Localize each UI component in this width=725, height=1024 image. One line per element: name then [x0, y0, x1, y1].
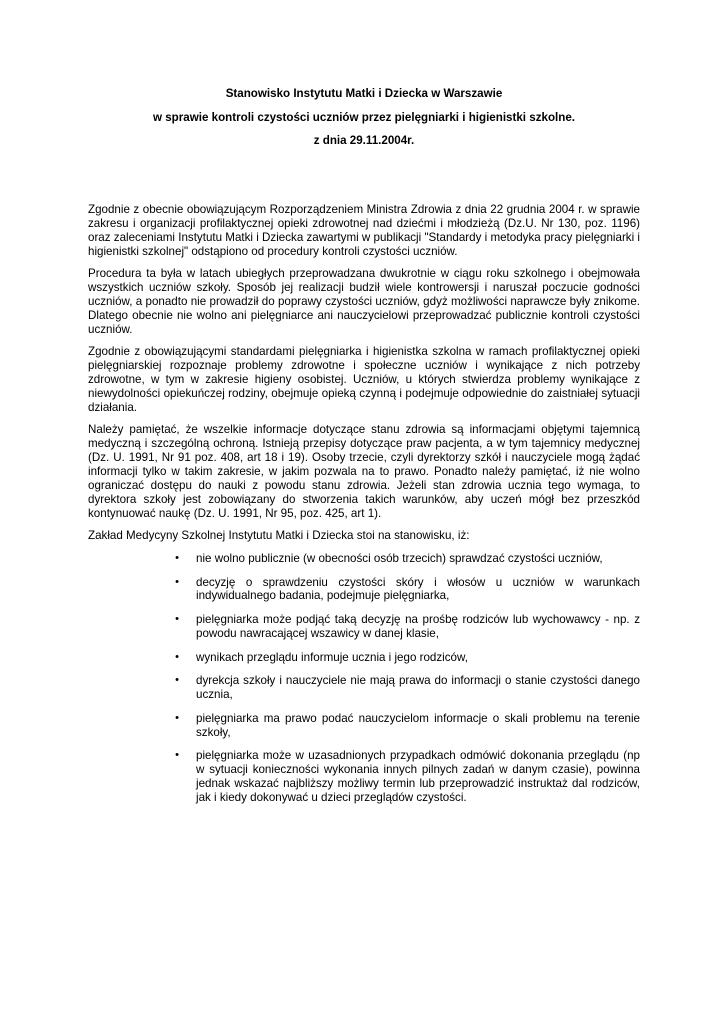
- bullet-icon: •: [175, 674, 179, 687]
- list-item-text: dyrekcja szkoły i nauczyciele nie mają prawa do informacji o stanie czystości danego ucznia,: [196, 674, 640, 701]
- list-item-text: decyzję o sprawdzeniu czystości skóry i włosów u uczniów w warunkach indywidualnego badania, podejmuje pielęgniarka,: [196, 575, 640, 603]
- list-item: [88, 613, 640, 641]
- bullet-icon: •: [175, 650, 179, 663]
- list-item-text: nie wolno publicznie (w obecności osób trzecich) sprawdzać czystości uczniów,: [196, 551, 603, 565]
- bullet-icon: •: [175, 575, 179, 588]
- header-title-line-2: w sprawie kontroli czystości uczniów przez pielęgniarki i higienistki szkolne.: [153, 110, 575, 124]
- header-date-line: z dnia 29.11.2004r.: [313, 134, 415, 147]
- list-item: [88, 576, 640, 604]
- document-body: [88, 203, 640, 814]
- bullet-icon: •: [175, 613, 179, 625]
- list-item-text: wynikach przeglądu informuje ucznia i jego rodziców,: [196, 650, 468, 664]
- list-item-text: pielęgniarka ma prawo podać nauczycielom informacje o skali problemu na terenie szkoły,: [196, 711, 640, 739]
- paragraph-standards: Zgodnie z obowiązującymi standardami pielęgniarka i higienistka szkolna w ramach profilaktycznej opieki pielęgniarskiej rozpoznaje problemy zdrowotne i społeczne uczniów i wynikające z nich potrzeby zdrowotne, w tym w zakresie higieny osobistej. Uczniów, u których stwierdza problemy wynikające z niewydolności opiekuńczej rodziny, obejmuje opieką czynną i podejmuje odpowiednie do zaistniałej sytuacji działania.: [88, 345, 640, 414]
- bullet-icon: •: [175, 749, 179, 762]
- paragraph-regulation: Zgodnie z obecnie obowiązującym Rozporządzeniem Ministra Zdrowia z dnia 22 grudnia 2004 r. w sprawie zakresu i organizacji profilaktycznej opieki zdrowotnej nad dziećmi i młodzieżą (Dz.U. Nr 130, poz. 1196) oraz zaleceniami Instytutu Matki i Dziecka zawartymi w publikacji "Standardy i metodyka pracy pielęgniarki i higienistki szkolnej" odstąpiono od procedury kontroli czystości uczniów.: [88, 203, 640, 258]
- header-title-line-1: Stanowisko Instytutu Matki i Dziecka w Warszawie: [225, 87, 503, 100]
- document-header: [88, 82, 640, 153]
- position-bullet-list: [88, 552, 640, 805]
- list-item-text: pielęgniarka może w uzasadnionych przypadkach odmówić dokonania przeglądu (np w sytuacji konieczności wykonania innych pilnych zadań w danym czasie), powinna jednak wskazać najbliższy możliwy termin lub przeprowadzić instruktaż dal rodziców, jak i kiedy dokonywać u dzieci przeglądów czystości.: [196, 749, 640, 804]
- list-item: [88, 712, 640, 740]
- bullet-icon: •: [175, 551, 179, 564]
- list-item: [88, 651, 640, 665]
- list-item: [88, 674, 640, 702]
- list-item: [88, 552, 640, 566]
- paragraph-confidentiality: Należy pamiętać, że wszelkie informacje dotyczące stanu zdrowia są informacjami objętymi tajemnicą medyczną i szczególną ochroną. Istnieją przepisy dotyczące praw pacjenta, a w tym tajemnicy medycznej (Dz. U. 1991, Nr 91 poz. 408, art 18 i 19). Osoby trzecie, czyli dyrektorzy szkół i nauczyciele mogą żądać informacji tylko w takim zakresie, w jakim pozwala na to prawo. Ponadto należy pamiętać, iż nie wolno ograniczać dostępu do nauki z powodu stanu zdrowia. Jeżeli stan zdrowia ucznia tego wymaga, to dyrektora szkoły jest zobowiązany do stworzenia takich warunków, aby uczeń mógł bez przeszkód kontynuować naukę (Dz. U. 1991, Nr 95, poz. 425, art 1).: [88, 423, 640, 520]
- paragraph-procedure: Procedura ta była w latach ubiegłych przeprowadzana dwukrotnie w ciągu roku szkolnego i obejmowała wszystkich uczniów szkoły. Sposób jej realizacji budził wiele kontrowersji i naruszał poczucie godności uczniów, a ponadto nie prowadził do poprawy czystości uczniów, gdyż możliwości naprawcze były znikome. Dlatego obecnie nie wolno ani pielęgniarce ani nauczycielowi przeprowadzać publicznie kontroli czystości uczniów.: [88, 267, 640, 336]
- paragraph-position-intro: Zakład Medycyny Szkolnej Instytutu Matki i Dziecka stoi na stanowisku, iż:: [88, 529, 470, 543]
- bullet-icon: •: [175, 711, 179, 724]
- list-item: [88, 749, 640, 805]
- list-item-text: pielęgniarka może podjąć taką decyzję na prośbę rodziców lub wychowawcy - np. z powodu nawracającej wszawicy w danej klasie,: [196, 613, 640, 640]
